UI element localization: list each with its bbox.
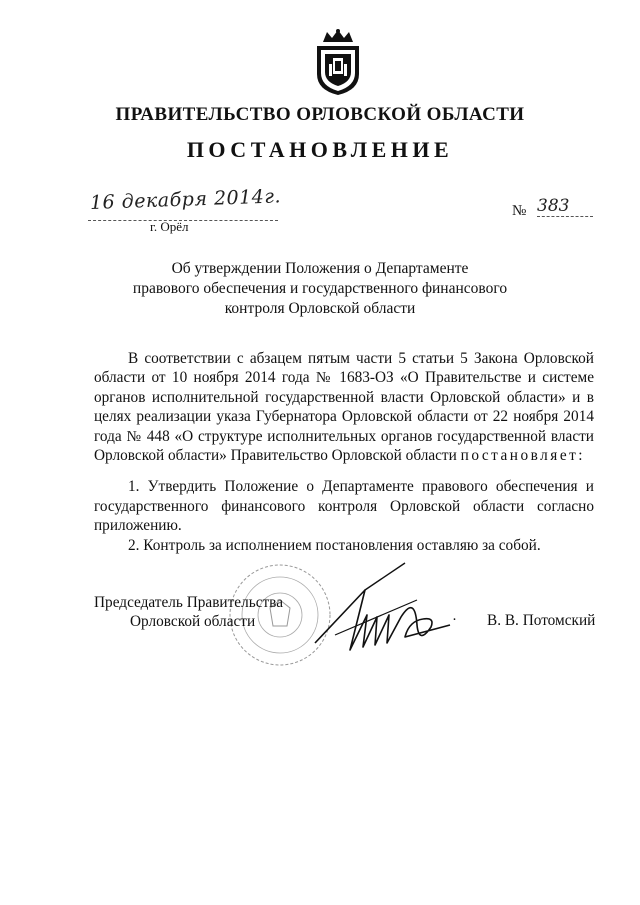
- item-1-paragraph: 1. Утвердить Положение о Департаменте правового обеспечения и государственного финансового контроля Орловской области согласно приложению.: [94, 478, 594, 535]
- separator-dot: ·: [452, 612, 457, 628]
- signatory-role: [94, 593, 283, 631]
- organization-title: ПРАВИТЕЛЬСТВО ОРЛОВСКОЙ ОБЛАСТИ: [115, 104, 525, 125]
- number-label: №: [512, 203, 527, 219]
- handwritten-date: 16 декабря 2014г.: [89, 185, 282, 214]
- coat-of-arms-icon: [311, 28, 365, 96]
- signatory-name: В. В. Потомский: [487, 612, 596, 629]
- handwritten-signature-icon: [305, 555, 455, 665]
- document-body: [94, 349, 594, 555]
- subject-line: правового обеспечения и государственного финансового: [132, 280, 508, 297]
- document-type-title: ПОСТАНОВЛЕНИЕ: [186, 137, 454, 162]
- preamble-paragraph: [94, 349, 594, 465]
- city-label: г. Орёл: [150, 219, 189, 234]
- subject-line: Об утверждении Положения о Департаменте: [171, 260, 469, 277]
- subject-line: контроля Орловской области: [224, 300, 416, 317]
- signatory-role-line: Председатель Правительства: [94, 594, 283, 611]
- preamble-verb: постановляет:: [460, 447, 586, 465]
- document-subject: [130, 259, 510, 319]
- item-2-paragraph: 2. Контроль за исполнением постановления оставляю за собой.: [128, 536, 541, 554]
- signatory-role-line: Орловской области: [130, 613, 256, 630]
- handwritten-number: 383: [537, 196, 593, 217]
- preamble-text: В соответствии с абзацем пятым части 5 статьи 5 Закона Орловской области от 10 ноября 2014 года № 1683-ОЗ «О Правительстве и системе органов исполнительной государственной власти Орловской области» и в целях реализации указа Губернатора Орловской области от 22 ноября 2014 года № 448 «О структуре исполнительных органов государственной власти Орловской области» Правительство Орловской области: [94, 350, 594, 465]
